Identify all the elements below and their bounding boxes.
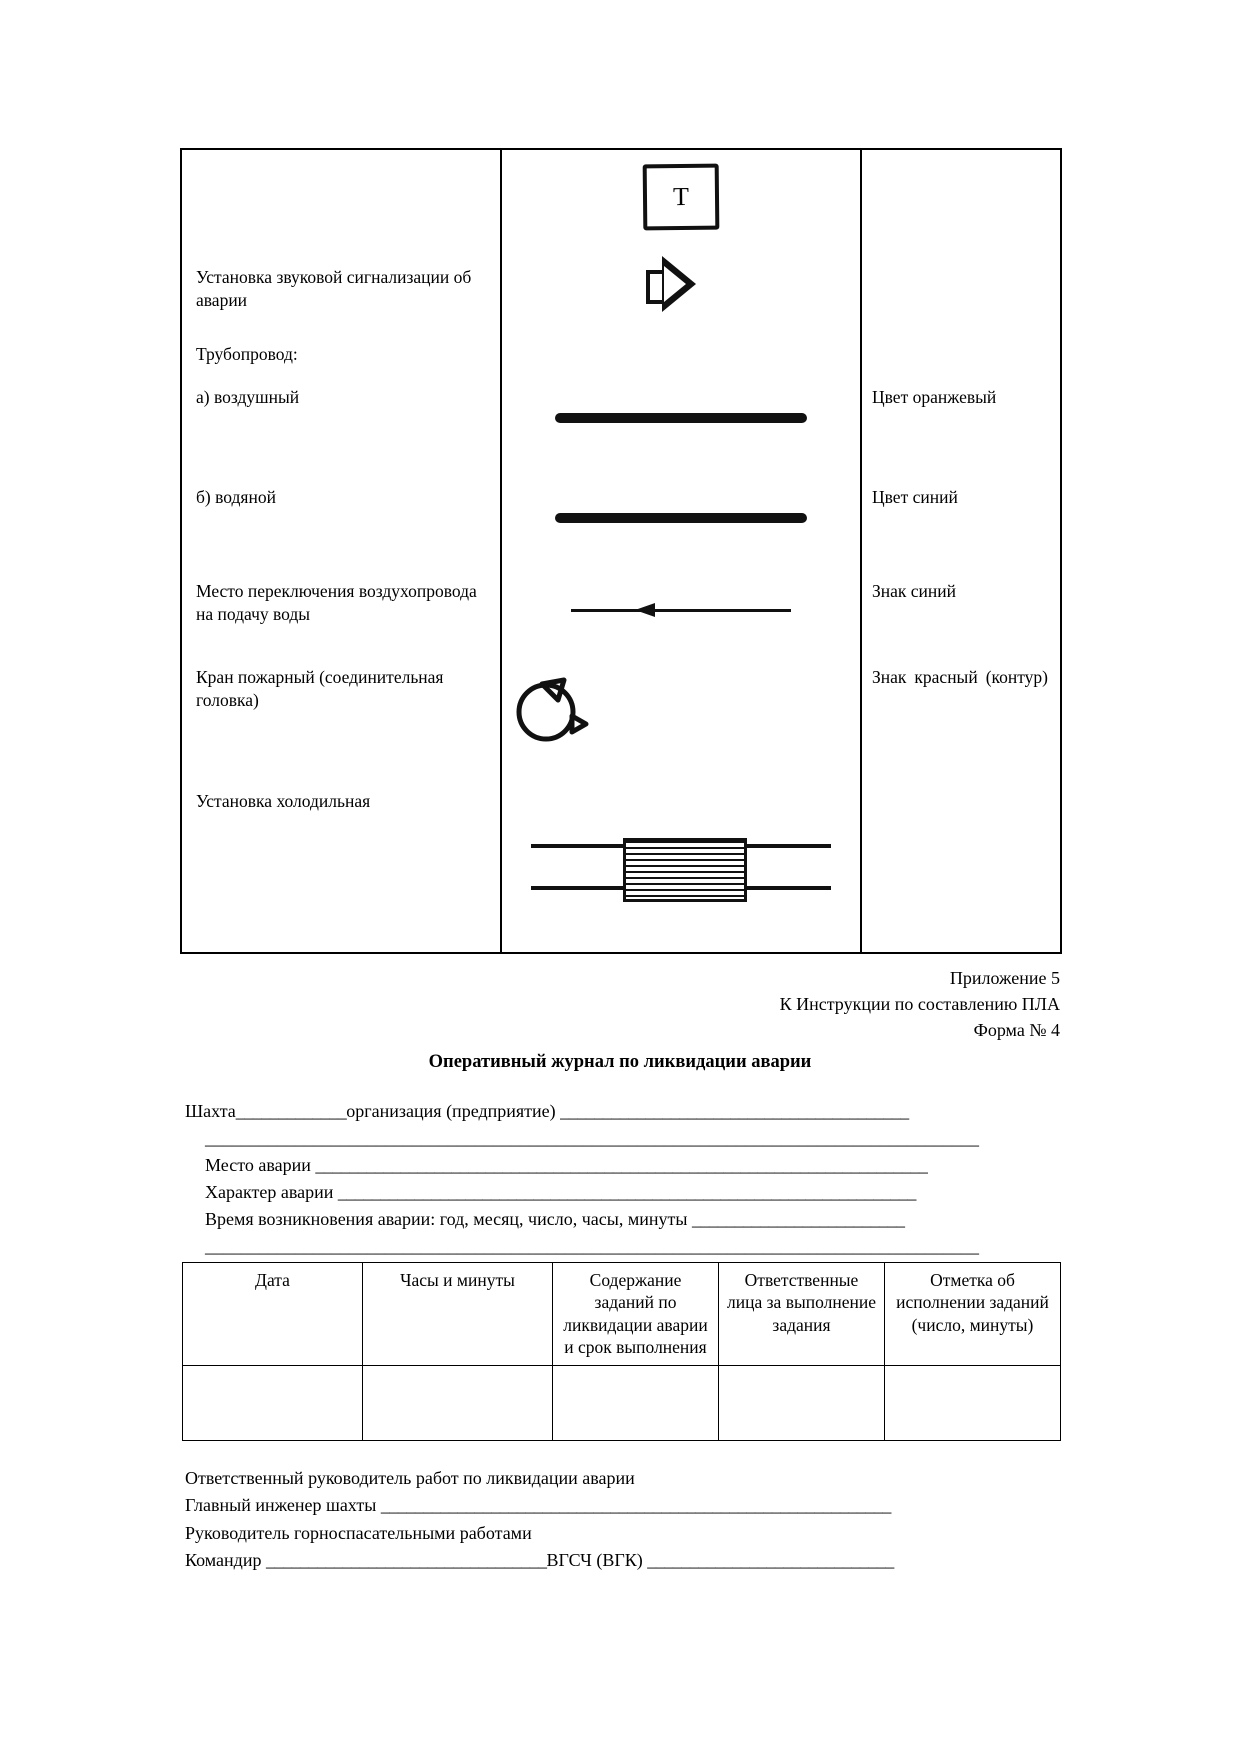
- symbol-name-text: Трубопровод:: [196, 343, 298, 364]
- journal-header-row: [183, 1263, 1061, 1366]
- field-organization-blank[interactable]: _________________________________________: [560, 1101, 909, 1121]
- symbol-note-text: Знак синий: [872, 580, 957, 601]
- commander-unit-label: ВГСЧ (ВГК): [546, 1550, 643, 1571]
- signature-block: [185, 1465, 1057, 1574]
- field-shaft-blank[interactable]: _____________: [235, 1101, 347, 1121]
- fire-hydrant-shape: [502, 664, 598, 750]
- arrow-left-icon: [502, 570, 860, 656]
- symbol-name-text: б) водяной: [196, 486, 276, 507]
- symbol-graphic-cell: [501, 656, 861, 766]
- symbol-graphic-cell: [501, 766, 861, 953]
- symbol-name-text: Установка звуковой сигнализации об аварии: [196, 267, 472, 311]
- symbol-note-cell: [861, 570, 1061, 656]
- field-character-blank[interactable]: ____________________________________________________________________: [337, 1182, 916, 1202]
- symbol-graphic-cell: [501, 230, 861, 319]
- field-shaft-label: Шахта: [185, 1101, 236, 1121]
- symbol-note-cell: [861, 319, 1061, 372]
- switch-arrow: [571, 600, 791, 620]
- symbol-name-cell: [181, 149, 501, 230]
- appendix-line-1: Приложение 5: [949, 968, 1060, 988]
- page-title: Оперативный журнал по ликвидации аварии: [428, 1052, 812, 1072]
- appendix-header: [780, 965, 1060, 1043]
- cell-tasks[interactable]: [553, 1365, 719, 1440]
- appendix-line-3: Форма № 4: [973, 1020, 1060, 1041]
- symbol-note-cell: [861, 149, 1061, 230]
- symbol-name-text: Установка холодильная: [196, 790, 371, 811]
- symbol-graphic-cell: [501, 149, 861, 230]
- symbol-name-cell: [181, 372, 501, 474]
- water-pipe-icon: [502, 474, 860, 570]
- column-header-time: Часы и минуты: [363, 1263, 553, 1366]
- cooling-unit-icon: [502, 766, 860, 952]
- symbol-note-text: [862, 319, 1060, 331]
- symbols-table: [180, 148, 1062, 954]
- symbol-graphic-cell: [501, 570, 861, 656]
- column-header-completion: Отметка об исполнении заданий (число, минуты): [885, 1263, 1061, 1366]
- empty-symbol: [502, 319, 860, 345]
- arrow-line: [571, 609, 791, 612]
- signature-line-chief-engineer: [185, 1492, 1057, 1519]
- cell-date[interactable]: [183, 1365, 363, 1440]
- table-row: [181, 319, 1061, 372]
- symbol-note-cell: [861, 766, 1061, 953]
- signature-line-commander: [185, 1547, 1057, 1574]
- column-header-date: Дата: [183, 1263, 363, 1366]
- table-row[interactable]: [183, 1365, 1061, 1440]
- symbol-graphic-cell: [501, 474, 861, 570]
- signature-line-rescue-head: Руководитель горноспасательными работами: [185, 1522, 532, 1543]
- field-place-blank[interactable]: ________________________________________________________________________: [315, 1155, 928, 1175]
- table-row: [181, 149, 1061, 230]
- symbol-note-cell: [861, 656, 1061, 766]
- cell-time[interactable]: [363, 1365, 553, 1440]
- symbol-name-cell: [181, 570, 501, 656]
- loudspeaker-inner: [664, 266, 686, 302]
- square-with-letter-t-icon: [502, 164, 860, 230]
- symbol-name-cell: [181, 230, 501, 319]
- table-row: [181, 656, 1061, 766]
- symbol-name-text: Кран пожарный (соединительная головка): [196, 666, 444, 711]
- field-time-continuation-rule[interactable]: ______________________________________________________________________________________: [205, 1236, 979, 1256]
- field-place-row: [185, 1152, 1057, 1179]
- commander-blank-1[interactable]: _________________________________: [265, 1550, 547, 1571]
- field-place-label: Место аварии: [205, 1155, 311, 1175]
- pipe-line: [556, 514, 806, 522]
- form-fields-block: [185, 1098, 1057, 1260]
- symbol-note-text: Цвет синий: [872, 486, 958, 507]
- symbol-note-text: [862, 766, 1060, 778]
- symbol-note-text: Знак красный (контур): [872, 666, 1048, 687]
- table-row: [181, 474, 1061, 570]
- symbol-note-cell: [861, 230, 1061, 319]
- table-row: [181, 372, 1061, 474]
- table-row: [181, 230, 1061, 319]
- column-header-tasks: Содержание заданий по ликвидации аварии и срок выполнения: [553, 1263, 719, 1366]
- arrow-head: [635, 603, 655, 617]
- symbol-name-cell: [181, 319, 501, 372]
- fire-hydrant-icon: [502, 656, 860, 766]
- field-time-label: Время возникновения аварии: год, месяц, число, часы, минуты: [205, 1209, 688, 1229]
- square-t-glyph: Т: [643, 164, 720, 231]
- signature-line-responsible: Ответственный руководитель работ по ликвидации аварии: [185, 1468, 635, 1488]
- journal-table: [182, 1262, 1061, 1441]
- commander-label: Командир: [185, 1550, 262, 1571]
- symbol-graphic-cell: [501, 319, 861, 372]
- appendix-line-2: К Инструкции по составлению ПЛА: [779, 994, 1060, 1015]
- cell-responsible[interactable]: [719, 1365, 885, 1440]
- field-character-row: [185, 1179, 1057, 1206]
- table-row: [181, 766, 1061, 953]
- symbol-name-cell: [181, 766, 501, 953]
- table-row: [181, 570, 1061, 656]
- symbol-name-text: Место переключения воздухопровода на подачу воды: [196, 580, 477, 625]
- symbol-note-cell: [861, 474, 1061, 570]
- field-shaft-row: [185, 1098, 1057, 1125]
- loudspeaker-icon: [646, 254, 716, 314]
- commander-blank-2[interactable]: _____________________________: [647, 1550, 894, 1571]
- field-character-label: Характер аварии: [205, 1182, 334, 1202]
- symbol-name-cell: [181, 656, 501, 766]
- symbol-name-text: а) воздушный: [196, 386, 300, 407]
- symbol-note-text: [862, 230, 1060, 242]
- field-time-blank[interactable]: _________________________: [691, 1209, 905, 1229]
- symbol-name-text: [182, 150, 500, 162]
- symbol-note-cell: [861, 372, 1061, 474]
- pipe-line: [556, 414, 806, 422]
- air-pipe-icon: [502, 372, 860, 474]
- chief-engineer-label: Главный инженер шахты: [185, 1495, 377, 1516]
- cell-completion[interactable]: [885, 1365, 1061, 1440]
- field-continuation-rule[interactable]: ______________________________________________________________________________________: [205, 1128, 979, 1148]
- symbol-note-text: [862, 150, 1060, 162]
- cooling-unit-shape: [531, 828, 831, 908]
- symbol-name-cell: [181, 474, 501, 570]
- field-time-row: [185, 1206, 1057, 1233]
- field-organization-label: организация (предприятие): [346, 1101, 556, 1121]
- symbol-graphic-cell: [501, 372, 861, 474]
- cooler-body: [623, 838, 747, 902]
- chief-engineer-blank[interactable]: ____________________________________________________________: [380, 1495, 891, 1516]
- symbol-note-text: Цвет оранжевый: [872, 386, 997, 407]
- column-header-responsible: Ответственные лица за выполнение задания: [719, 1263, 885, 1366]
